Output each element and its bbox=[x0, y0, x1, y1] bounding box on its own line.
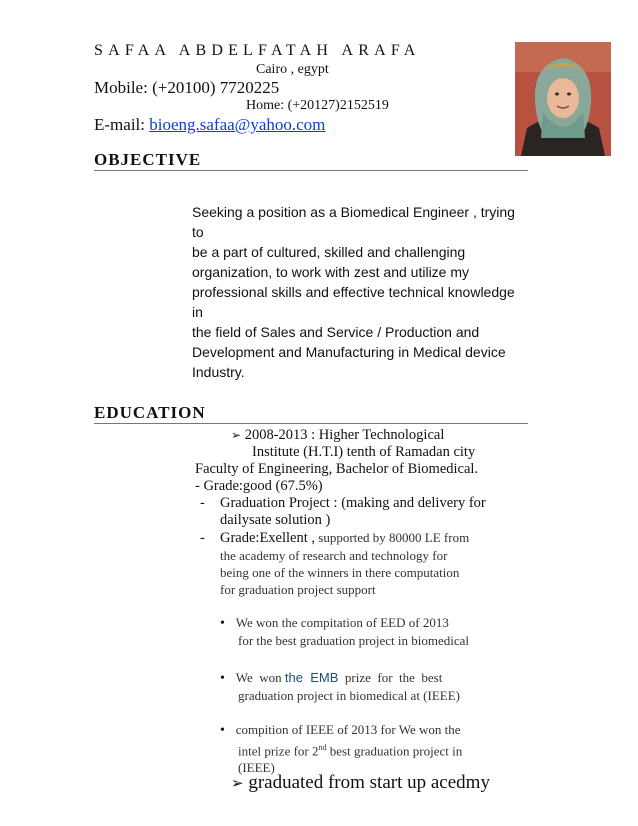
applicant-name: SAFAA ABDELFATAH ARAFA bbox=[94, 42, 421, 59]
portrait-illustration bbox=[515, 42, 611, 156]
degree-line-1: ➢ 2008-2013 : Higher Technological bbox=[231, 427, 445, 443]
degree-line-2: Institute (H.T.I) tenth of Ramadan city bbox=[252, 444, 476, 460]
objective-line: professional skills and effective technical knowledge in bbox=[192, 284, 515, 320]
objective-line: be a part of cultured, skilled and challenging bbox=[192, 244, 466, 260]
grade: - Grade:good (67.5%) bbox=[195, 478, 323, 494]
bullet-item: • We won the compitation of EED of 2013 for the best graduation project in biomedical bbox=[220, 615, 470, 648]
dash-marker: - bbox=[200, 530, 205, 546]
bullet-dot-icon: • bbox=[220, 671, 225, 686]
email-label: E-mail: bbox=[94, 115, 150, 134]
email-line bbox=[94, 115, 325, 135]
objective-line: the field of Sales and Service / Production and bbox=[192, 324, 480, 340]
arrow-bullet-icon: ➢ bbox=[231, 428, 242, 442]
objective-line: Industry. bbox=[192, 364, 245, 380]
city: Cairo , egypt bbox=[256, 62, 329, 77]
arrow-bullet-icon: ➢ bbox=[231, 774, 244, 792]
education-divider bbox=[94, 423, 528, 424]
objective-heading: OBJECTIVE bbox=[94, 150, 202, 169]
email-link[interactable]: bioeng.safaa@yahoo.com bbox=[149, 115, 326, 134]
objective-line: Development and Manufacturing in Medical device bbox=[192, 344, 506, 360]
excellent-grade-award: - Grade:Exellent , supported by 80000 LE from the academy of research and technology for being one of the winners in there computation for graduation project support bbox=[200, 530, 470, 597]
bullet-item: • We won the EMB prize for the best graduation project in biomedical at (IEEE) bbox=[220, 670, 460, 703]
objective-text bbox=[192, 202, 522, 382]
mobile-number: Mobile: (+20100) 7720225 bbox=[94, 78, 280, 97]
dash-marker: - bbox=[200, 495, 205, 511]
home-number: Home: (+20127)2152519 bbox=[246, 98, 389, 113]
objective-line: organization, to work with zest and utilize my bbox=[192, 264, 470, 280]
profile-photo bbox=[515, 42, 611, 156]
bullet-item: • compition of IEEE of 2013 for We won the intel prize for 2nd best graduation project in (IEEE) bbox=[220, 722, 463, 776]
startup-academy-item: ➢ graduated from start up acedmy bbox=[231, 772, 490, 793]
bullet-dot-icon: • bbox=[220, 616, 225, 631]
objective-line: Seeking a position as a Biomedical Engineer , trying to bbox=[192, 204, 515, 240]
bullet-dot-icon: • bbox=[220, 723, 225, 738]
faculty: Faculty of Engineering, Bachelor of Biomedical. bbox=[195, 461, 479, 477]
education-heading: EDUCATION bbox=[94, 403, 206, 422]
objective-divider bbox=[94, 170, 528, 171]
graduation-project: - Graduation Project : (making and delivery for dailysate solution ) bbox=[200, 495, 486, 528]
